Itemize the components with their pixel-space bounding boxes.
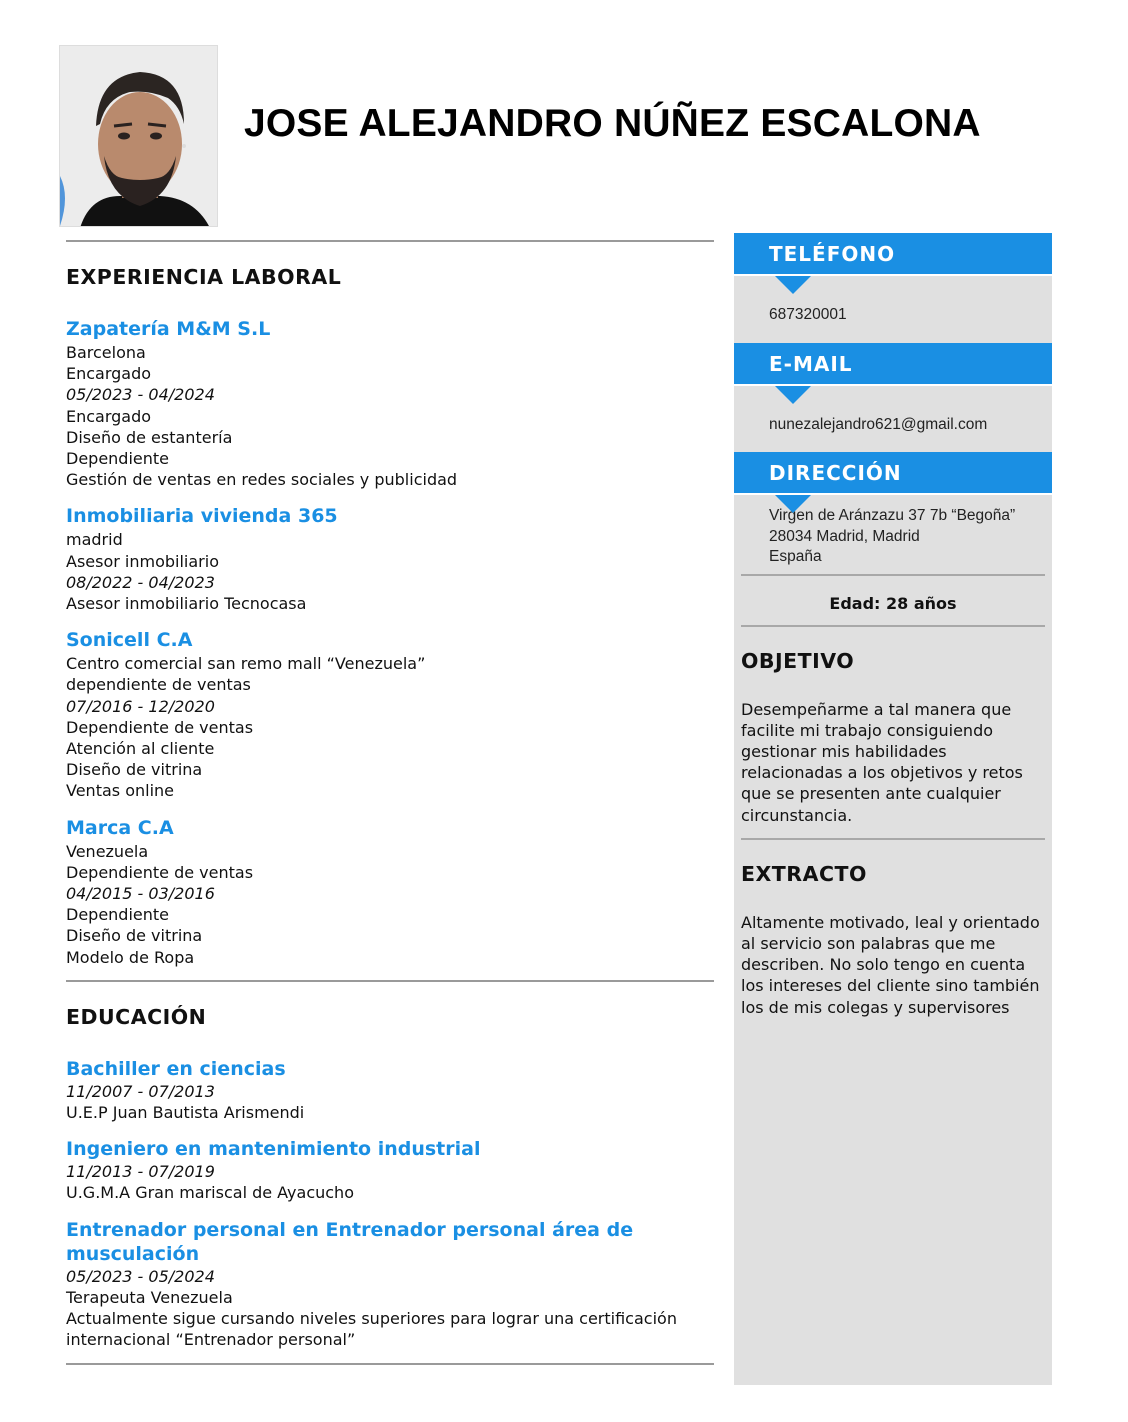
job-detail: Dependiente — [66, 449, 170, 469]
job-location: Barcelona — [66, 343, 146, 362]
education-entry — [66, 1137, 714, 1203]
job-dates: 05/2023 - 04/2024 — [66, 385, 215, 405]
main-column — [66, 240, 714, 1365]
job-role: Encargado — [66, 364, 152, 384]
company-name: Zapatería M&M S.L — [66, 318, 271, 340]
email-label: E-MAIL — [769, 351, 853, 376]
company-name: Sonicell C.A — [66, 629, 193, 652]
divider — [66, 240, 714, 242]
education-dates: 11/2013 - 07/2019 — [66, 1162, 215, 1182]
objective-text: Desempeñarme a tal manera que facilite mi trabajo consiguiendo gestionar mis habilidades relacionadas a los objetivos y retos que se presenten ante cualquier circunstancia. — [741, 699, 1023, 825]
job-detail: Diseño de vitrina — [66, 760, 203, 780]
address-banner — [734, 452, 1052, 495]
address-label: DIRECCIÓN — [769, 461, 902, 485]
job-detail: Ventas online — [66, 781, 174, 801]
job-role: Dependiente de ventas — [66, 862, 254, 882]
address-line: Virgen de Aránzazu 37 7b “Begoña” — [769, 507, 1016, 524]
experience-entry — [66, 628, 714, 801]
education-detail: Terapeuta Venezuela — [66, 1287, 233, 1307]
education-entry — [66, 1218, 714, 1351]
job-role: Asesor inmobiliario — [66, 551, 219, 571]
job-dates: 08/2022 - 04/2023 — [66, 572, 215, 592]
job-detail: Dependiente — [66, 905, 170, 925]
job-dates: 04/2015 - 03/2016 — [66, 884, 215, 904]
education-dates: 11/2007 - 07/2013 — [66, 1081, 215, 1101]
banner-pointer-icon — [775, 386, 811, 404]
experience-entry — [66, 816, 714, 968]
address-line: 28034 Madrid, Madrid — [769, 527, 920, 545]
email-value: nunezalejandro621@gmail.com — [769, 415, 988, 433]
job-detail: Diseño de vitrina — [66, 926, 203, 946]
job-dates: 07/2016 - 12/2020 — [66, 696, 215, 716]
job-location: Centro comercial san remo mall “Venezuela” — [66, 654, 426, 674]
avatar-portrait — [60, 46, 218, 227]
experience-entry — [66, 317, 714, 490]
divider — [741, 838, 1045, 840]
divider — [741, 625, 1045, 627]
education-dates: 05/2023 - 05/2024 — [66, 1266, 215, 1286]
job-detail: Dependiente de ventas — [66, 717, 254, 737]
degree-name: Bachiller en ciencias — [66, 1057, 286, 1080]
education-entry — [66, 1057, 714, 1123]
sidebar — [734, 233, 1052, 1385]
job-role: dependiente de ventas — [66, 675, 251, 695]
email-banner — [734, 343, 1052, 386]
job-location: madrid — [66, 530, 123, 550]
company-name: Inmobiliaria vivienda 365 — [66, 505, 338, 528]
phone-banner — [734, 233, 1052, 276]
phone-label: TELÉFONO — [769, 242, 896, 266]
job-detail: Gestión de ventas en redes sociales y publicidad — [66, 470, 458, 490]
education-heading: EDUCACIÓN — [66, 1004, 207, 1029]
candidate-name: JOSE ALEJANDRO NÚÑEZ ESCALONA — [244, 102, 981, 145]
banner-pointer-icon — [775, 276, 811, 294]
summary-text: Altamente motivado, leal y orientado al servicio son palabras que me describen. No solo tengo en cuenta los intereses del cliente sino también los de mis colegas y supervisores — [741, 912, 1040, 1017]
summary-heading: EXTRACTO — [741, 861, 867, 886]
job-detail: Modelo de Ropa — [66, 947, 195, 967]
objective-heading: OBJETIVO — [741, 648, 855, 673]
education-detail: U.G.M.A Gran mariscal de Ayacucho — [66, 1183, 354, 1203]
banner-pointer-icon — [775, 495, 811, 513]
divider — [66, 1363, 714, 1365]
age-value: Edad: 28 años — [829, 593, 957, 613]
phone-value: 687320001 — [769, 306, 847, 323]
job-location: Venezuela — [66, 841, 149, 861]
degree-name: Ingeniero en mantenimiento industrial — [66, 1138, 481, 1161]
job-detail: Diseño de estantería — [66, 427, 233, 447]
company-name: Marca C.A — [66, 816, 174, 839]
job-detail: Encargado — [66, 406, 152, 426]
education-detail: U.E.P Juan Bautista Arismendi — [66, 1103, 305, 1123]
experience-entry — [66, 504, 714, 614]
profile-photo — [59, 45, 218, 227]
job-detail: Asesor inmobiliario Tecnocasa — [66, 594, 307, 614]
address-line: España — [769, 548, 822, 565]
experience-heading: EXPERIENCIA LABORAL — [66, 265, 342, 289]
education-detail: Actualmente sigue cursando niveles superiores para lograr una certificación internacional “Entrenador personal” — [66, 1309, 677, 1350]
job-detail: Atención al cliente — [66, 739, 215, 759]
divider — [66, 980, 714, 982]
degree-name: Entrenador personal en Entrenador personal área de musculación — [66, 1218, 634, 1265]
